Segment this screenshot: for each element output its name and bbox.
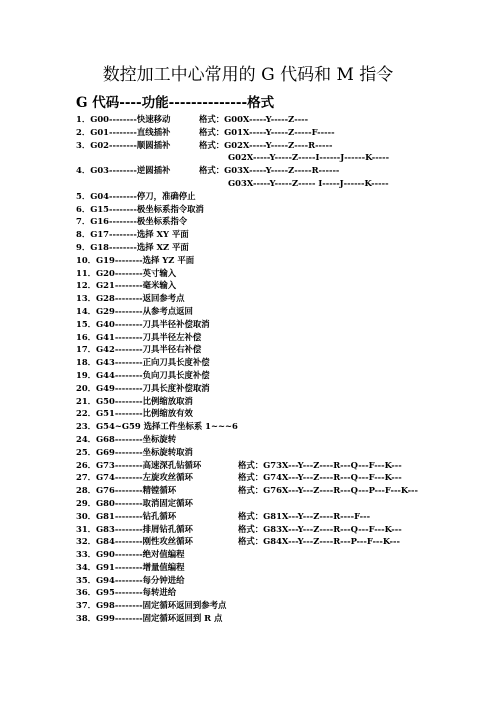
list-item (76, 484, 476, 497)
code-description: 11．G20--------英寸输入 (76, 267, 177, 278)
code-description: 16．G41--------刀具半径左补偿 (76, 331, 202, 342)
list-item (76, 382, 476, 395)
code-description: 28．G76--------精镗循环 (76, 485, 177, 496)
code-description: 9．G18--------选择 XZ 平面 (76, 241, 189, 252)
code-description: 7．G16--------极坐标系指令 (76, 216, 188, 227)
list-item (76, 471, 476, 484)
list-item (76, 446, 476, 459)
code-description: 4．G03--------逆圆插补 (76, 165, 171, 176)
list-item (76, 433, 476, 446)
code-description: 31．G83--------排屑钻孔循环 (76, 523, 193, 534)
list-item (76, 241, 476, 254)
code-description: 36．G95--------每转进给 (76, 587, 177, 598)
code-description: 19．G44--------负向刀具长度补偿 (76, 369, 210, 380)
list-item (76, 177, 476, 190)
list-item (76, 113, 476, 126)
code-description: 35．G94--------每分钟进给 (76, 574, 185, 585)
list-item (76, 228, 476, 241)
code-format: 格式：G84X---Y---Z----R---P---F---K--- (238, 536, 400, 547)
g-code-list (76, 113, 476, 625)
code-format: 格式：G81X---Y---Z----R----F--- (238, 510, 371, 521)
code-description: 27．G74--------左旋攻丝循环 (76, 472, 193, 483)
list-item (76, 151, 476, 164)
code-description: 18．G43--------正向刀具长度补偿 (76, 357, 210, 368)
code-description: 13．G28--------返回参考点 (76, 293, 185, 304)
code-description: 25．G69--------坐标旋转取消 (76, 446, 193, 457)
code-description: 24．G68--------坐标旋转 (76, 433, 177, 444)
code-format: 格式：G76X---Y---Z----R---Q---P---F---K--- (238, 485, 418, 496)
list-item (76, 203, 476, 216)
list-item (76, 292, 476, 305)
list-item (76, 420, 476, 433)
code-description: 14．G29--------从参考点返回 (76, 305, 193, 316)
code-format: 格式：G73X---Y---Z----R---Q---F---K--- (238, 459, 402, 470)
code-description: 1．G00--------快速移动 (76, 114, 171, 124)
list-item (76, 254, 476, 267)
code-description: 22．G51--------比例缩放有效 (76, 408, 193, 419)
code-description: 23．G54~G59 选择工件坐标系 1~~~6 (76, 421, 238, 432)
code-description: 17．G42--------刀具半径右补偿 (76, 344, 202, 355)
list-item (76, 497, 476, 510)
code-description: 21．G50--------比例缩放取消 (76, 395, 193, 406)
list-item (76, 267, 476, 280)
list-item (76, 343, 476, 356)
code-format: G02X-----Y-----Z-----I------J------K----- (228, 152, 390, 163)
code-description: 12．G21--------毫米输入 (76, 280, 177, 291)
list-item (76, 586, 476, 599)
list-item (76, 164, 476, 177)
list-item (76, 215, 476, 228)
code-description: 29．G80--------取消固定循环 (76, 497, 193, 508)
list-item (76, 126, 476, 139)
code-format: 格式：G74X---Y---Z----R---Q---F---K--- (238, 472, 402, 483)
code-description: 2．G01--------直线插补 (76, 126, 171, 137)
code-description: 26．G73--------高速深孔钻循环 (76, 459, 202, 470)
list-item (76, 395, 476, 408)
code-format: 格式：G01X-----Y-----Z-----F----- (199, 126, 335, 137)
list-item (76, 574, 476, 587)
code-description: 6．G15--------极坐标系指令取消 (76, 203, 204, 214)
list-item (76, 279, 476, 292)
list-item (76, 139, 476, 152)
code-format: 格式：G03X-----Y-----Z-----R------ (199, 165, 340, 176)
code-description: 38．G99--------固定循环返回到 R 点 (76, 613, 223, 624)
code-description: 30．G81--------钻孔循环 (76, 510, 177, 521)
list-item (76, 561, 476, 574)
list-item (76, 535, 476, 548)
code-description: 20．G49--------刀具长度补偿取消 (76, 382, 210, 393)
list-item (76, 548, 476, 561)
list-item (76, 523, 476, 536)
section-heading: G 代码----功能--------------格式 (76, 95, 275, 111)
list-item (76, 599, 476, 612)
list-item (76, 331, 476, 344)
code-format: G03X-----Y-----Z----- I-----J------K----- (228, 177, 389, 188)
code-description: 32．G84--------刚性攻丝循环 (76, 536, 193, 547)
code-description: 8．G17--------选择 XY 平面 (76, 229, 189, 240)
code-description: 34．G91--------增量值编程 (76, 561, 185, 572)
list-item (76, 612, 476, 625)
code-description: 15．G40--------刀具半径补偿取消 (76, 318, 210, 329)
list-item (76, 510, 476, 523)
code-format: 格式：G00X-----Y-----Z---- (199, 114, 309, 124)
code-description: 5．G04--------停刀，准确停止 (76, 190, 196, 201)
code-description: 3．G02--------顺圆插补 (76, 139, 171, 150)
list-item (76, 305, 476, 318)
list-item (76, 459, 476, 472)
document-title: 数控加工中心常用的 G 代码和 M 指令 (102, 65, 394, 85)
list-item (76, 318, 476, 331)
list-item (76, 190, 476, 203)
list-item (76, 356, 476, 369)
code-format: 格式：G02X-----Y-----Z----R----- (199, 139, 333, 150)
list-item (76, 369, 476, 382)
code-description: 37．G98--------固定循环返回到参考点 (76, 600, 227, 611)
code-description: 10．G19--------选择 YZ 平面 (76, 254, 195, 265)
code-description: 33．G90--------绝对值编程 (76, 549, 185, 560)
code-format: 格式：G83X---Y---Z----R---Q---F---K--- (238, 523, 402, 534)
list-item (76, 407, 476, 420)
